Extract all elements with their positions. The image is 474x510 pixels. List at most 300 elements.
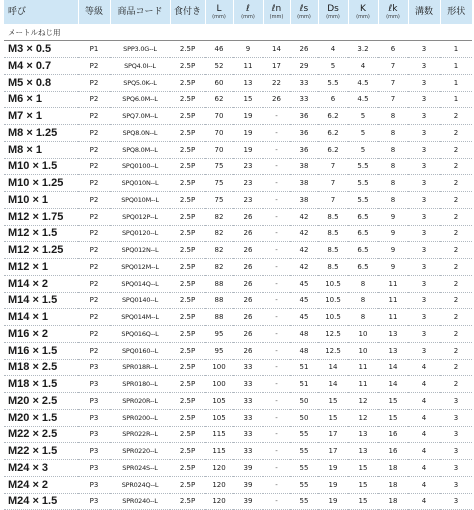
cell-square-length: 9 [378, 225, 408, 242]
cell-call-size: M12 × 1.25 [4, 242, 78, 259]
cell-call-size: M16 × 2 [4, 326, 78, 343]
cell-chamfer: 2.5P [170, 125, 205, 142]
cell-grade: P2 [78, 74, 110, 91]
cell-shank-length: 45 [290, 292, 318, 309]
header-neck-length [263, 0, 290, 24]
table-row [4, 58, 472, 75]
cell-length-l: 82 [205, 242, 233, 259]
cell-chamfer: 2.5P [170, 309, 205, 326]
cell-product-code: SPQ0140--L [110, 292, 170, 309]
cell-length-l: 120 [205, 476, 233, 493]
cell-flute-count: 4 [408, 426, 440, 443]
cell-flute-count: 3 [408, 91, 440, 108]
cell-length-l: 70 [205, 108, 233, 125]
header-shape [440, 0, 472, 24]
cell-grade: P3 [78, 476, 110, 493]
cell-product-code: SPQ014Q--L [110, 275, 170, 292]
section-label: メートルねじ用 [4, 24, 472, 41]
cell-call-size: M4 × 0.7 [4, 58, 78, 75]
cell-chamfer: 2.5P [170, 443, 205, 460]
cell-shank-length: 55 [290, 460, 318, 477]
cell-thread-length: 39 [233, 460, 263, 477]
cell-shank-diameter: 6.2 [318, 108, 348, 125]
cell-square-length: 18 [378, 460, 408, 477]
table-row [4, 259, 472, 276]
cell-product-code: SPR0220--L [110, 443, 170, 460]
cell-shank-length: 38 [290, 175, 318, 192]
cell-length-l: 115 [205, 443, 233, 460]
cell-shape: 1 [440, 58, 472, 75]
cell-shank-length: 36 [290, 125, 318, 142]
cell-shank-length: 42 [290, 208, 318, 225]
cell-chamfer: 2.5P [170, 359, 205, 376]
cell-neck-length: - [263, 443, 290, 460]
table-row [4, 125, 472, 142]
cell-call-size: M5 × 0.8 [4, 74, 78, 91]
cell-product-code: SPQ014M--L [110, 309, 170, 326]
cell-square-k: 4 [348, 58, 378, 75]
header-flute-count [408, 0, 440, 24]
cell-thread-length: 33 [233, 443, 263, 460]
cell-neck-length: - [263, 460, 290, 477]
cell-flute-count: 3 [408, 309, 440, 326]
cell-thread-length: 26 [233, 309, 263, 326]
cell-chamfer: 2.5P [170, 91, 205, 108]
table-row [4, 141, 472, 158]
cell-product-code: SPQ010M--L [110, 192, 170, 209]
cell-grade: P3 [78, 393, 110, 410]
cell-flute-count: 3 [408, 158, 440, 175]
cell-thread-length: 33 [233, 409, 263, 426]
table-row [4, 108, 472, 125]
cell-shank-length: 51 [290, 376, 318, 393]
cell-shape: 2 [440, 359, 472, 376]
cell-chamfer: 2.5P [170, 158, 205, 175]
cell-square-k: 11 [348, 359, 378, 376]
cell-shape: 2 [440, 208, 472, 225]
cell-neck-length: 17 [263, 58, 290, 75]
cell-flute-count: 3 [408, 58, 440, 75]
cell-neck-length: - [263, 208, 290, 225]
cell-shape: 2 [440, 342, 472, 359]
cell-flute-count: 3 [408, 108, 440, 125]
cell-flute-count: 4 [408, 493, 440, 510]
cell-square-k: 13 [348, 426, 378, 443]
cell-call-size: M8 × 1.25 [4, 125, 78, 142]
cell-shank-length: 45 [290, 309, 318, 326]
cell-neck-length: - [263, 242, 290, 259]
cell-shape: 1 [440, 91, 472, 108]
cell-shank-length: 29 [290, 58, 318, 75]
cell-neck-length: - [263, 125, 290, 142]
cell-call-size: M12 × 1.5 [4, 225, 78, 242]
cell-shank-diameter: 6 [318, 91, 348, 108]
cell-square-k: 15 [348, 460, 378, 477]
cell-shape: 2 [440, 141, 472, 158]
cell-length-l: 88 [205, 292, 233, 309]
table-row [4, 426, 472, 443]
cell-call-size: M16 × 1.5 [4, 342, 78, 359]
cell-neck-length: - [263, 359, 290, 376]
cell-product-code: SPQ0120--L [110, 225, 170, 242]
cell-shank-diameter: 4 [318, 41, 348, 58]
cell-call-size: M10 × 1 [4, 192, 78, 209]
cell-neck-length: - [263, 141, 290, 158]
cell-neck-length: - [263, 476, 290, 493]
cell-shape: 2 [440, 125, 472, 142]
cell-square-length: 14 [378, 359, 408, 376]
cell-square-k: 5 [348, 125, 378, 142]
table-row [4, 460, 472, 477]
cell-shape: 2 [440, 292, 472, 309]
cell-product-code: SPQ012P--L [110, 208, 170, 225]
cell-grade: P2 [78, 58, 110, 75]
table-row [4, 376, 472, 393]
cell-square-k: 6.5 [348, 208, 378, 225]
unit-label: (mm) [356, 14, 370, 20]
cell-square-length: 8 [378, 125, 408, 142]
cell-grade: P2 [78, 192, 110, 209]
cell-length-l: 88 [205, 309, 233, 326]
cell-call-size: M22 × 1.5 [4, 443, 78, 460]
cell-shank-diameter: 10.5 [318, 292, 348, 309]
cell-product-code: SPR024Q--L [110, 476, 170, 493]
unit-label: (mm) [241, 14, 255, 20]
cell-grade: P2 [78, 275, 110, 292]
header-label: ℓ [246, 4, 250, 14]
cell-neck-length: 14 [263, 41, 290, 58]
cell-shank-length: 36 [290, 141, 318, 158]
table-row [4, 443, 472, 460]
cell-shank-diameter: 5 [318, 58, 348, 75]
cell-neck-length: - [263, 493, 290, 510]
cell-length-l: 120 [205, 493, 233, 510]
cell-length-l: 60 [205, 74, 233, 91]
cell-shank-diameter: 15 [318, 393, 348, 410]
cell-square-length: 16 [378, 443, 408, 460]
header-label: 形状 [447, 7, 466, 17]
unit-label: (mm) [326, 14, 340, 20]
cell-flute-count: 4 [408, 376, 440, 393]
cell-flute-count: 4 [408, 409, 440, 426]
cell-square-length: 11 [378, 292, 408, 309]
cell-shank-diameter: 6.2 [318, 125, 348, 142]
cell-grade: P2 [78, 225, 110, 242]
table-row [4, 192, 472, 209]
table-row [4, 175, 472, 192]
header-label: ℓs [299, 4, 309, 14]
cell-shape: 2 [440, 108, 472, 125]
header-label: K [360, 4, 366, 14]
cell-neck-length: - [263, 175, 290, 192]
cell-shank-length: 45 [290, 275, 318, 292]
cell-square-length: 9 [378, 242, 408, 259]
table-row [4, 158, 472, 175]
cell-flute-count: 4 [408, 460, 440, 477]
cell-square-k: 6.5 [348, 242, 378, 259]
cell-shank-length: 55 [290, 476, 318, 493]
cell-grade: P3 [78, 460, 110, 477]
cell-shape: 2 [440, 309, 472, 326]
cell-chamfer: 2.5P [170, 426, 205, 443]
cell-product-code: SPQ012N--L [110, 242, 170, 259]
cell-grade: P3 [78, 426, 110, 443]
cell-grade: P3 [78, 493, 110, 510]
cell-grade: P2 [78, 292, 110, 309]
cell-square-length: 11 [378, 309, 408, 326]
cell-call-size: M6 × 1 [4, 91, 78, 108]
cell-square-length: 14 [378, 376, 408, 393]
header-shank-length [290, 0, 318, 24]
header-thread-length [233, 0, 263, 24]
cell-shank-length: 42 [290, 259, 318, 276]
cell-grade: P2 [78, 242, 110, 259]
cell-chamfer: 2.5P [170, 74, 205, 91]
cell-neck-length: - [263, 393, 290, 410]
cell-square-length: 6 [378, 41, 408, 58]
cell-shank-length: 42 [290, 225, 318, 242]
cell-chamfer: 2.5P [170, 275, 205, 292]
cell-shape: 3 [440, 409, 472, 426]
header-square-length [378, 0, 408, 24]
cell-shank-length: 48 [290, 326, 318, 343]
cell-chamfer: 2.5P [170, 393, 205, 410]
cell-square-k: 13 [348, 443, 378, 460]
cell-product-code: SPP3.0G--L [110, 41, 170, 58]
cell-shape: 3 [440, 476, 472, 493]
cell-length-l: 100 [205, 359, 233, 376]
cell-flute-count: 3 [408, 192, 440, 209]
cell-square-k: 4.5 [348, 74, 378, 91]
cell-flute-count: 3 [408, 141, 440, 158]
cell-neck-length: - [263, 225, 290, 242]
cell-thread-length: 23 [233, 192, 263, 209]
cell-square-length: 15 [378, 393, 408, 410]
cell-shank-diameter: 8.5 [318, 259, 348, 276]
cell-chamfer: 2.5P [170, 58, 205, 75]
cell-chamfer: 2.5P [170, 409, 205, 426]
cell-shank-diameter: 14 [318, 376, 348, 393]
cell-shank-diameter: 19 [318, 476, 348, 493]
header-grade [78, 0, 110, 24]
cell-shank-diameter: 12.5 [318, 326, 348, 343]
cell-product-code: SPR0180--L [110, 376, 170, 393]
cell-shank-length: 38 [290, 192, 318, 209]
cell-product-code: SPQ010N--L [110, 175, 170, 192]
cell-flute-count: 3 [408, 326, 440, 343]
cell-thread-length: 15 [233, 91, 263, 108]
cell-shape: 3 [440, 460, 472, 477]
cell-product-code: SPQ7.0M--L [110, 108, 170, 125]
cell-square-k: 6.5 [348, 225, 378, 242]
cell-call-size: M14 × 1 [4, 309, 78, 326]
header-label: 溝数 [414, 7, 433, 17]
cell-length-l: 82 [205, 208, 233, 225]
cell-call-size: M7 × 1 [4, 108, 78, 125]
cell-flute-count: 3 [408, 292, 440, 309]
cell-thread-length: 39 [233, 476, 263, 493]
cell-chamfer: 2.5P [170, 41, 205, 58]
cell-shank-diameter: 17 [318, 426, 348, 443]
cell-call-size: M24 × 1.5 [4, 493, 78, 510]
cell-square-k: 5 [348, 141, 378, 158]
table-header [4, 0, 472, 24]
cell-call-size: M12 × 1 [4, 259, 78, 276]
cell-call-size: M24 × 2 [4, 476, 78, 493]
cell-square-length: 8 [378, 192, 408, 209]
cell-shank-length: 50 [290, 393, 318, 410]
cell-chamfer: 2.5P [170, 208, 205, 225]
cell-length-l: 46 [205, 41, 233, 58]
header-length-l [205, 0, 233, 24]
cell-length-l: 95 [205, 326, 233, 343]
cell-shank-length: 38 [290, 158, 318, 175]
cell-chamfer: 2.5P [170, 476, 205, 493]
cell-shank-diameter: 8.5 [318, 225, 348, 242]
cell-square-length: 8 [378, 158, 408, 175]
cell-length-l: 100 [205, 376, 233, 393]
cell-shape: 2 [440, 326, 472, 343]
cell-thread-length: 9 [233, 41, 263, 58]
cell-shape: 2 [440, 242, 472, 259]
table-row [4, 292, 472, 309]
cell-grade: P2 [78, 259, 110, 276]
header-square-k [348, 0, 378, 24]
cell-square-k: 5.5 [348, 192, 378, 209]
cell-neck-length: - [263, 275, 290, 292]
table-row [4, 342, 472, 359]
cell-flute-count: 4 [408, 359, 440, 376]
cell-shape: 2 [440, 259, 472, 276]
table-row [4, 275, 472, 292]
cell-thread-length: 13 [233, 74, 263, 91]
cell-length-l: 82 [205, 259, 233, 276]
cell-thread-length: 19 [233, 108, 263, 125]
table-row [4, 409, 472, 426]
cell-grade: P2 [78, 175, 110, 192]
cell-thread-length: 33 [233, 426, 263, 443]
cell-call-size: M10 × 1.5 [4, 158, 78, 175]
cell-shape: 2 [440, 376, 472, 393]
cell-thread-length: 11 [233, 58, 263, 75]
cell-shank-length: 33 [290, 74, 318, 91]
cell-shank-diameter: 10.5 [318, 309, 348, 326]
cell-shape: 3 [440, 393, 472, 410]
cell-chamfer: 2.5P [170, 259, 205, 276]
cell-product-code: SPQ8.0N--L [110, 125, 170, 142]
cell-shank-length: 55 [290, 426, 318, 443]
cell-length-l: 75 [205, 175, 233, 192]
cell-thread-length: 23 [233, 158, 263, 175]
cell-shank-length: 55 [290, 493, 318, 510]
table-row [4, 208, 472, 225]
unit-label: (mm) [212, 14, 226, 20]
cell-length-l: 75 [205, 192, 233, 209]
cell-length-l: 105 [205, 409, 233, 426]
cell-square-k: 5 [348, 108, 378, 125]
cell-grade: P2 [78, 141, 110, 158]
cell-shank-length: 33 [290, 91, 318, 108]
cell-shape: 2 [440, 225, 472, 242]
unit-label: (mm) [269, 14, 284, 20]
cell-length-l: 88 [205, 275, 233, 292]
cell-chamfer: 2.5P [170, 242, 205, 259]
header-label: ℓn [271, 4, 282, 14]
cell-square-k: 15 [348, 493, 378, 510]
header-row [4, 0, 472, 24]
cell-neck-length: - [263, 158, 290, 175]
header-shank-diameter [318, 0, 348, 24]
cell-grade: P3 [78, 443, 110, 460]
cell-square-length: 15 [378, 409, 408, 426]
cell-thread-length: 26 [233, 208, 263, 225]
header-label: L [216, 4, 222, 14]
cell-thread-length: 19 [233, 141, 263, 158]
header-label: ℓk [388, 4, 398, 14]
header-chamfer [170, 0, 205, 24]
cell-chamfer: 2.5P [170, 192, 205, 209]
cell-shank-diameter: 7 [318, 192, 348, 209]
unit-label: (mm) [297, 14, 311, 20]
cell-product-code: SPR022R--L [110, 426, 170, 443]
cell-product-code: SPR020R--L [110, 393, 170, 410]
cell-shank-length: 50 [290, 409, 318, 426]
cell-neck-length: - [263, 259, 290, 276]
cell-flute-count: 3 [408, 259, 440, 276]
cell-thread-length: 33 [233, 393, 263, 410]
cell-shape: 3 [440, 426, 472, 443]
cell-thread-length: 19 [233, 125, 263, 142]
cell-grade: P2 [78, 342, 110, 359]
cell-grade: P2 [78, 158, 110, 175]
cell-shank-diameter: 8.5 [318, 242, 348, 259]
cell-square-k: 6.5 [348, 259, 378, 276]
cell-square-k: 5.5 [348, 158, 378, 175]
cell-shape: 3 [440, 493, 472, 510]
cell-flute-count: 3 [408, 242, 440, 259]
cell-grade: P1 [78, 41, 110, 58]
header-label: 商品コード [117, 7, 163, 17]
cell-flute-count: 3 [408, 342, 440, 359]
cell-shape: 2 [440, 175, 472, 192]
cell-grade: P2 [78, 91, 110, 108]
cell-product-code: SPQ016Q--L [110, 326, 170, 343]
cell-neck-length: - [263, 108, 290, 125]
cell-product-code: SPQ6.0M--L [110, 91, 170, 108]
cell-square-k: 8 [348, 309, 378, 326]
cell-neck-length: - [263, 326, 290, 343]
cell-neck-length: - [263, 409, 290, 426]
header-label: Ds [327, 4, 339, 14]
cell-square-k: 5.5 [348, 175, 378, 192]
cell-product-code: SPR0240--L [110, 493, 170, 510]
cell-shape: 2 [440, 275, 472, 292]
cell-thread-length: 26 [233, 275, 263, 292]
cell-product-code: SPR0200--L [110, 409, 170, 426]
cell-chamfer: 2.5P [170, 225, 205, 242]
header-call-size [4, 0, 78, 24]
cell-grade: P2 [78, 208, 110, 225]
header-label: 食付き [173, 7, 201, 17]
cell-shank-diameter: 8.5 [318, 208, 348, 225]
cell-call-size: M10 × 1.25 [4, 175, 78, 192]
cell-square-length: 9 [378, 208, 408, 225]
cell-shank-diameter: 10.5 [318, 275, 348, 292]
cell-thread-length: 33 [233, 376, 263, 393]
table-row [4, 493, 472, 510]
cell-flute-count: 3 [408, 74, 440, 91]
cell-shape: 1 [440, 74, 472, 91]
